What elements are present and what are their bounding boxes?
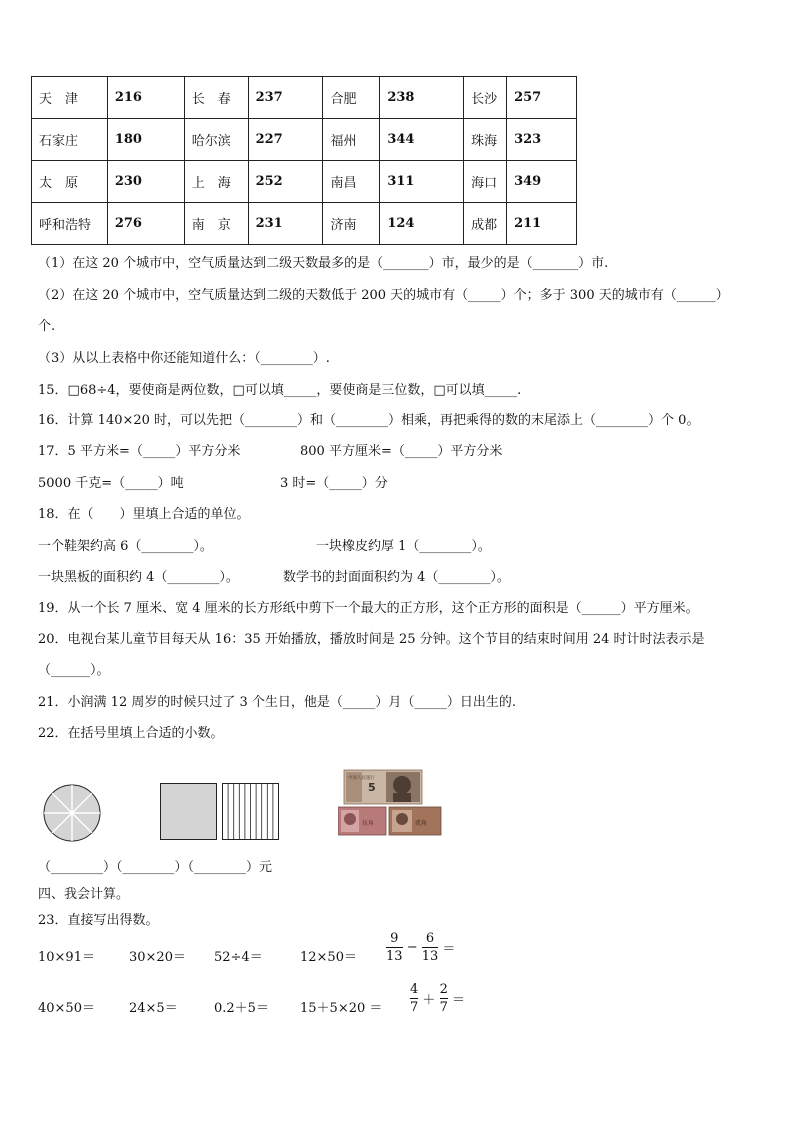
section-4-heading: 四、我会计算。 xyxy=(38,887,130,902)
city-days: 349 xyxy=(507,161,577,203)
square-fraction-figure xyxy=(160,783,217,840)
city-days: 323 xyxy=(507,119,577,161)
city-days: 227 xyxy=(248,119,323,161)
city-name: 太 原 xyxy=(32,161,108,203)
city-name: 上 海 xyxy=(184,161,248,203)
question-18-title: 18．在（ ）里填上合适的单位。 xyxy=(38,507,250,522)
calc-fraction-1: $\frac{9}{13}$ − $\frac{6}{13}$ ＝ xyxy=(386,931,456,964)
calc-item: 0.2＋5＝ xyxy=(214,1001,269,1016)
question-17a: 17．5 平方米=（_____）平方分米 xyxy=(38,444,241,459)
city-days: 276 xyxy=(107,203,184,245)
question-18a: 一个鞋架约高 6（________）。 xyxy=(38,539,213,554)
fraction: $\frac{2}{7}$ xyxy=(439,982,448,1015)
question-22-title: 22．在括号里填上合适的小数。 xyxy=(38,726,224,741)
city-days: 230 xyxy=(107,161,184,203)
question-16: 16．计算 140×20 时，可以先把（________）和（________）相乘，再把乘得的数的末尾添上（________）个 0。 xyxy=(38,413,700,428)
city-days: 252 xyxy=(248,161,323,203)
city-name: 海口 xyxy=(464,161,507,203)
q14-part3: （3）从以上表格中你还能知道什么：（________）. xyxy=(38,351,330,366)
calc-item: 52÷4＝ xyxy=(214,950,263,965)
note-denomination: 5 xyxy=(368,781,376,794)
question-18c: 一块黑板的面积约 4（________）。 xyxy=(38,570,239,585)
circle-fraction-figure xyxy=(42,783,102,843)
city-name: 珠海 xyxy=(464,119,507,161)
city-name: 长沙 xyxy=(464,77,507,119)
question-22-answers: （________）（________）（________）元 xyxy=(38,860,273,875)
city-days: 344 xyxy=(380,119,464,161)
city-days: 231 xyxy=(248,203,323,245)
city-name: 哈尔滨 xyxy=(184,119,248,161)
calc-item: 24×5＝ xyxy=(129,1001,178,1016)
table-row xyxy=(32,77,577,119)
note-text: 中国人民银行 xyxy=(348,776,375,781)
city-name: 福州 xyxy=(323,119,380,161)
question-20: 20．电视台某儿童节目每天从 16：35 开始播放，播放时间是 25 分钟。这个节目的结束时间用 24 时计时法表示是 xyxy=(38,632,705,647)
question-20-cont: （______）。 xyxy=(38,663,110,678)
question-23-title: 23．直接写出得数。 xyxy=(38,913,159,928)
city-name: 南昌 xyxy=(323,161,380,203)
calc-item: 15＋5×20 ＝ xyxy=(300,1001,383,1016)
city-name: 南 京 xyxy=(184,203,248,245)
question-21: 21．小润满 12 周岁的时候只过了 3 个生日，他是（_____）月（_____）日出生的. xyxy=(38,695,517,710)
calc-item: 30×20＝ xyxy=(129,950,186,965)
city-name: 长 春 xyxy=(184,77,248,119)
table-row xyxy=(32,161,577,203)
question-18d: 数学书的封面面积约为 4（________）。 xyxy=(283,570,510,585)
city-days: 216 xyxy=(107,77,184,119)
calc-item: 10×91＝ xyxy=(38,950,95,965)
question-17b: 800 平方厘米=（_____）平方分米 xyxy=(300,444,503,459)
city-days: 237 xyxy=(248,77,323,119)
q14-part1: （1）在这 20 个城市中，空气质量达到二级天数最多的是（_______）市，最少的是（_______）市. xyxy=(38,256,609,271)
fraction: $\frac{9}{13}$ xyxy=(386,931,403,964)
city-name: 天 津 xyxy=(32,77,108,119)
question-17d: 3 时=（_____）分 xyxy=(280,476,388,491)
q14-part2-cont: 个. xyxy=(38,319,56,334)
air-quality-table xyxy=(31,76,577,245)
table-row xyxy=(32,203,577,245)
city-days: 311 xyxy=(380,161,464,203)
calc-item: 12×50＝ xyxy=(300,950,357,965)
question-18b: 一块橡皮约厚 1（________）。 xyxy=(316,539,491,554)
city-name: 成都 xyxy=(464,203,507,245)
money-illustration xyxy=(338,769,442,837)
strip-fraction-figure xyxy=(222,783,280,840)
table-row xyxy=(32,119,577,161)
fraction: $\frac{4}{7}$ xyxy=(410,982,419,1015)
question-19: 19．从一个长 7 厘米、宽 4 厘米的长方形纸中剪下一个最大的正方形，这个正方形的面积是（______）平方厘米。 xyxy=(38,601,699,616)
question-15: 15．□68÷4，要使商是两位数，□可以填_____，要使商是三位数，□可以填_____. xyxy=(38,383,522,398)
city-name: 济南 xyxy=(323,203,380,245)
question-17c: 5000 千克=（_____）吨 xyxy=(38,476,184,491)
calc-item: 40×50＝ xyxy=(38,1001,95,1016)
calc-fraction-2: $\frac{4}{7}$ ＋ $\frac{2}{7}$ ＝ xyxy=(410,982,466,1015)
city-days: 257 xyxy=(507,77,577,119)
city-name: 石家庄 xyxy=(32,119,108,161)
coin-label-1: 伍角 xyxy=(362,820,375,827)
city-days: 124 xyxy=(380,203,464,245)
city-days: 238 xyxy=(380,77,464,119)
fraction: $\frac{6}{13}$ xyxy=(421,931,439,964)
city-name: 合肥 xyxy=(323,77,380,119)
city-days: 211 xyxy=(507,203,577,245)
coin-label-2: 贰角 xyxy=(415,820,428,827)
q14-part2: （2）在这 20 个城市中，空气质量达到二级的天数低于 200 天的城市有（_____）个；多于 300 天的城市有（______） xyxy=(38,288,729,303)
city-name: 呼和浩特 xyxy=(32,203,108,245)
city-days: 180 xyxy=(107,119,184,161)
